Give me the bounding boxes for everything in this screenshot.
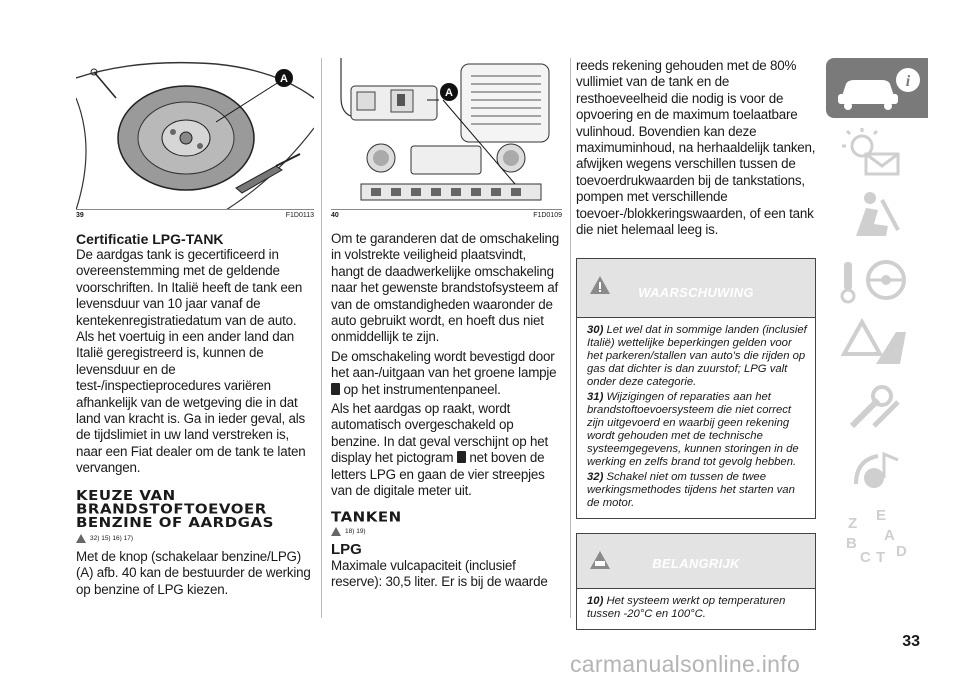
lpg-tank-illustration [76,58,314,210]
figure-code: F1D0113 [285,212,314,219]
sidebar-tab-warning-lights[interactable] [826,122,928,182]
note-text: Schakel niet om tussen de twee werkingsmethodes tijdens het starten van de motor. [587,471,795,510]
warning-note [587,391,807,469]
callout-a: A [445,87,453,99]
svg-text:i: i [905,73,911,90]
switch-confirm-text [331,349,562,398]
index-alphabet-icon [826,506,928,566]
svg-text:B: B [846,535,857,552]
page-number: 33 [902,633,920,650]
svg-text:C: C [860,549,871,566]
steering-ignition-icon [826,250,928,310]
fuel-choice-heading: KEUZE VAN BRANDSTOFTOEVOER BENZINE OF AARDGAS [76,487,274,531]
sidebar-tab-index[interactable] [826,506,928,566]
wrench-tools-icon [826,378,928,438]
reference-notes [76,534,314,543]
reference-numbers: 18) 19) [345,527,366,535]
column-3 [576,58,816,630]
road-warning-icon [826,314,928,374]
tanken-heading: TANKEN [331,508,402,525]
svg-text:D: D [896,543,907,560]
warning-note [587,471,807,510]
important-notes [577,588,815,629]
important-box-header [577,534,815,588]
note-number: 32) [587,471,604,484]
note-text: Wijzigingen of reparaties aan het brandstoftoevoersysteem die niet correct zijn uitgevoerd en waarbij geen rekening wordt gehouden met de technische systeemgegevens, kunnen storingen in de werking en zelfs brand tot gevolg hebben. [587,391,799,469]
figure-number: 39 [76,212,84,219]
figure-number: 40 [331,212,339,219]
certificate-heading: Certificatie LPG-TANK [76,231,224,247]
warning-title: WAARSCHUWING [638,285,754,301]
svg-text:T: T [876,549,886,566]
warning-box-header [577,259,815,317]
svg-text:E: E [876,507,887,524]
note-text: Het systeem werkt op temperaturen tussen -20°C en 100°C. [587,595,786,621]
note-number: 31) [587,391,604,404]
watermark[interactable]: carmanualsonline.info [570,651,801,677]
important-box [576,533,816,630]
figure-caption [76,212,314,219]
warning-lights-icon [826,122,928,182]
column-1 [76,58,314,598]
svg-text:A: A [884,527,895,544]
sidebar-tab-emergency[interactable] [826,314,928,374]
fuel-choice-text: Met de knop (schakelaar benzine/LPG) (A) afb. 40 kan de bestuurder de werking op benzine of LPG kiezen. [76,548,311,597]
music-media-icon [826,442,928,502]
note-number: 10) [587,595,604,608]
gas-empty-text-a: Als het aardgas op raakt, wordt automatisch overgeschakeld op benzine. In dat geval verschijnt op het display het pictogram [331,401,549,466]
gas-empty-text-b: net boven de letters LPG en gaan de vier streepjes van de digitale meter uit. [331,450,545,499]
column-2 [331,58,562,590]
warning-triangle-icon [76,534,86,543]
note-text: Let wel dat in sommige landen (inclusief Italië) wettelijke beperkingen gelden voor het parkeren/stallen van auto's die rijden op gas dat dichter is dan zuurstof; LPG valt onder deze categorie. [587,324,807,389]
certificate-text: De aardgas tank is gecertificeerd in overeenstemming met de geldende voorschriften. In Italië heeft de tank een levensduur van 10 jaar vanaf de kentekenregistratiedatum van de auto. Als het voertuig in een ander land dan Italië geregistreerd is, kunnen de levensduur en de test-/inspectieprocedures variëren afhankelijk van de wetgeving die in dat land van kracht is. Ga in ieder geval, als de tijdslimiet in uw land verstreken is, naar een Fiat dealer om de tank te laten vervangen. [76,247,306,476]
warning-note [587,324,807,389]
sidebar-tab-starting-driving[interactable] [826,250,928,310]
lpg-heading: LPG [331,540,362,558]
important-title: BELANGRIJK [652,556,740,572]
warning-triangle-icon [331,527,341,536]
column-divider [321,58,322,618]
figure-caption [331,212,562,219]
fuel-pump-icon [457,451,466,463]
car-info-icon [826,58,928,118]
switch-confirm-text-a: De omschakeling wordt bevestigd door het aan-/uitgaan van het groene lampje [331,348,557,381]
warning-box [576,258,816,519]
note-number: 30) [587,324,604,337]
switch-safety-text: Om te garanderen dat de omschakeling in volstrekte veiligheid plaatsvindt, hangt de daadwerkelijke omschakeling naar het gewenste brandstofsysteem af van de omstandigheden waaronder de auto gebruikt wordt, en hoeft dus niet onmiddellijk te zijn. [331,231,560,345]
warning-notes [577,317,815,518]
chapter-sidebar [826,58,928,570]
lpg-capacity-text: Maximale vulcapaciteit (inclusief reserve): 30,5 liter. Er is bij de waarde [331,557,548,589]
figure-40 [331,58,562,210]
capacity-details-text: reeds rekening gehouden met de 80% vullimiet van de tank en de resthoeveelheid die nodig is voor de opvoering en de maximum toelaatbare vulinhoud. Bovendien kan deze maximuminhoud, na herhaaldelijk tanken, afwijken wegens verschillen tussen de toevoerdrukwaarden bij de tankstations, pompen met verschillende toevoer-/blokkeringswaarden, of een tank die niet helemaal leeg is. [576,58,816,238]
reference-notes [331,527,562,536]
sidebar-tab-safety[interactable] [826,186,928,246]
sidebar-tab-car-info[interactable] [826,58,928,118]
sidebar-tab-maintenance[interactable] [826,378,928,438]
figure-code: F1D0109 [533,212,562,219]
important-note [587,595,807,621]
figure-39 [76,58,314,210]
switch-confirm-text-b: op het instrumentenpaneel. [340,381,501,397]
reference-numbers: 32) 15) 16) 17) [90,534,133,542]
airbag-safety-icon [826,186,928,246]
sidebar-tab-multimedia[interactable] [826,442,928,502]
column-divider [570,58,571,618]
dashboard-switch-illustration [331,58,562,210]
svg-text:Z: Z [848,515,858,532]
lpg-lamp-icon [331,383,340,395]
gas-empty-text [331,401,562,499]
callout-a: A [280,73,288,85]
